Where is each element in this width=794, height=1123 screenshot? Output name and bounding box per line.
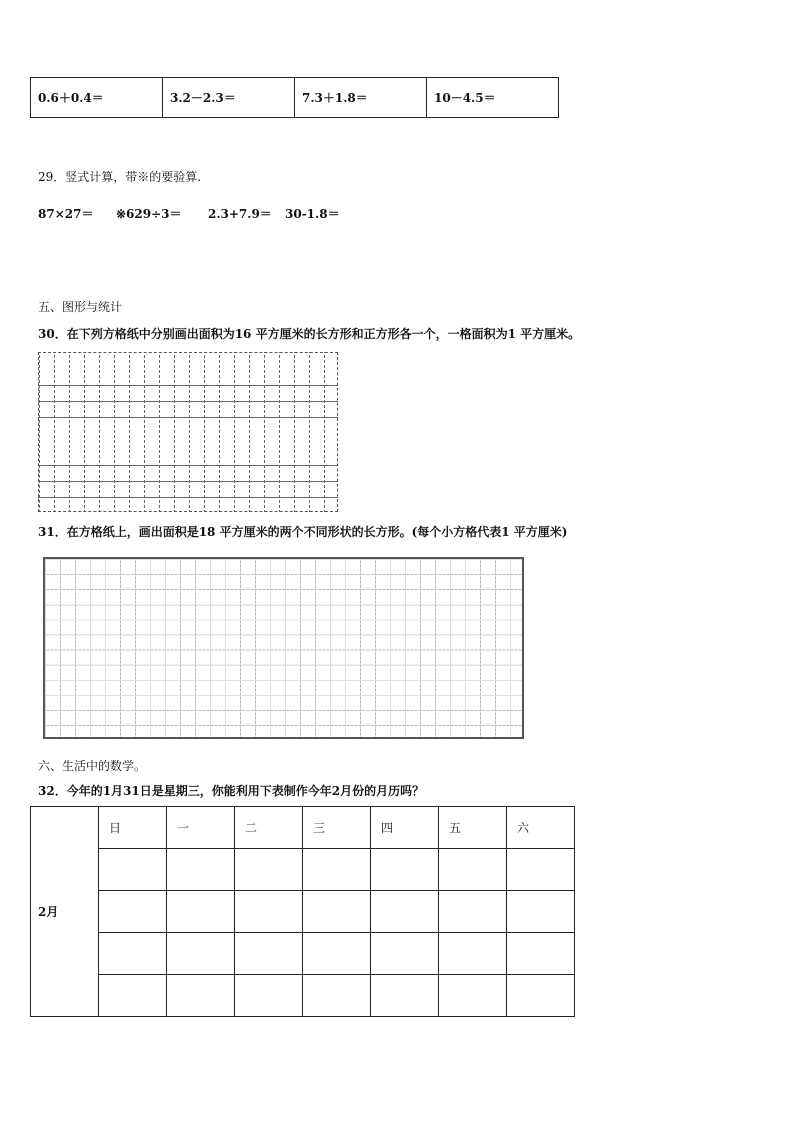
calendar-cell[interactable] <box>303 849 371 891</box>
calendar-cell[interactable] <box>167 849 235 891</box>
calc-cell[interactable]: 10－4.5＝ <box>427 78 559 118</box>
calendar-cell[interactable] <box>99 975 167 1017</box>
calendar-cell[interactable] <box>303 891 371 933</box>
grid-paper-1[interactable] <box>38 352 338 512</box>
calendar-cell[interactable] <box>439 933 507 975</box>
calendar-cell[interactable] <box>235 975 303 1017</box>
q29-items <box>38 205 340 222</box>
calendar-cell[interactable] <box>371 975 439 1017</box>
calendar-row <box>31 933 575 975</box>
calendar-cell[interactable] <box>439 849 507 891</box>
section-title-6: 六、生活中的数学。 <box>38 759 147 773</box>
weekday-header: 五 <box>439 807 507 849</box>
calendar-row <box>31 849 575 891</box>
calendar-row <box>31 975 575 1017</box>
calendar-cell[interactable] <box>507 933 575 975</box>
q29-item: ※629÷3＝ <box>116 207 182 221</box>
calendar-cell[interactable] <box>99 891 167 933</box>
q29-title: 29．竖式计算，带※的要验算. <box>38 170 202 184</box>
weekday-header: 二 <box>235 807 303 849</box>
calendar-cell[interactable] <box>507 975 575 1017</box>
grid-paper-2[interactable] <box>43 557 524 739</box>
calendar-cell[interactable] <box>235 849 303 891</box>
calendar-cell[interactable] <box>99 849 167 891</box>
weekday-header: 四 <box>371 807 439 849</box>
q31-text: 31．在方格纸上，画出面积是18 平方厘米的两个不同形状的长方形。(每个小方格代表1 平方厘米) <box>38 525 568 539</box>
calendar-cell[interactable] <box>507 891 575 933</box>
weekday-header: 三 <box>303 807 371 849</box>
calendar-table <box>30 806 575 1017</box>
calendar-row <box>31 891 575 933</box>
weekday-header: 日 <box>99 807 167 849</box>
calendar-cell[interactable] <box>303 933 371 975</box>
calendar-cell[interactable] <box>439 891 507 933</box>
calendar-cell[interactable] <box>303 975 371 1017</box>
weekday-header: 一 <box>167 807 235 849</box>
calendar-cell[interactable] <box>167 975 235 1017</box>
q30-text: 30．在下列方格纸中分别画出面积为16 平方厘米的长方形和正方形各一个，一格面积为1 平方厘米。 <box>38 327 581 341</box>
calc-cell[interactable]: 0.6＋0.4＝ <box>31 78 163 118</box>
calendar-cell[interactable] <box>167 891 235 933</box>
calc-cell[interactable]: 3.2－2.3＝ <box>163 78 295 118</box>
calendar-cell[interactable] <box>235 891 303 933</box>
q32-text: 32．今年的1月31日是星期三，你能利用下表制作今年2月份的月历吗？ <box>38 784 425 798</box>
calc-row <box>31 78 559 118</box>
section-title-5: 五、图形与统计 <box>38 300 123 314</box>
q29-item: 87×27＝ <box>38 207 94 221</box>
weekday-header: 六 <box>507 807 575 849</box>
q29-item: 30-1.8＝ <box>285 207 340 221</box>
calendar-cell[interactable] <box>371 933 439 975</box>
q29-item: 2.3+7.9＝ <box>208 207 272 221</box>
calendar-cell[interactable] <box>371 849 439 891</box>
calendar-cell[interactable] <box>371 891 439 933</box>
calc-cell[interactable]: 7.3＋1.8＝ <box>295 78 427 118</box>
calendar-cell[interactable] <box>439 975 507 1017</box>
calendar-cell[interactable] <box>99 933 167 975</box>
calendar-header-row <box>31 807 575 849</box>
calendar-cell[interactable] <box>507 849 575 891</box>
calc-table <box>30 77 559 118</box>
calendar-month-label: 2月 <box>31 807 99 1017</box>
calendar-cell[interactable] <box>235 933 303 975</box>
calendar-cell[interactable] <box>167 933 235 975</box>
